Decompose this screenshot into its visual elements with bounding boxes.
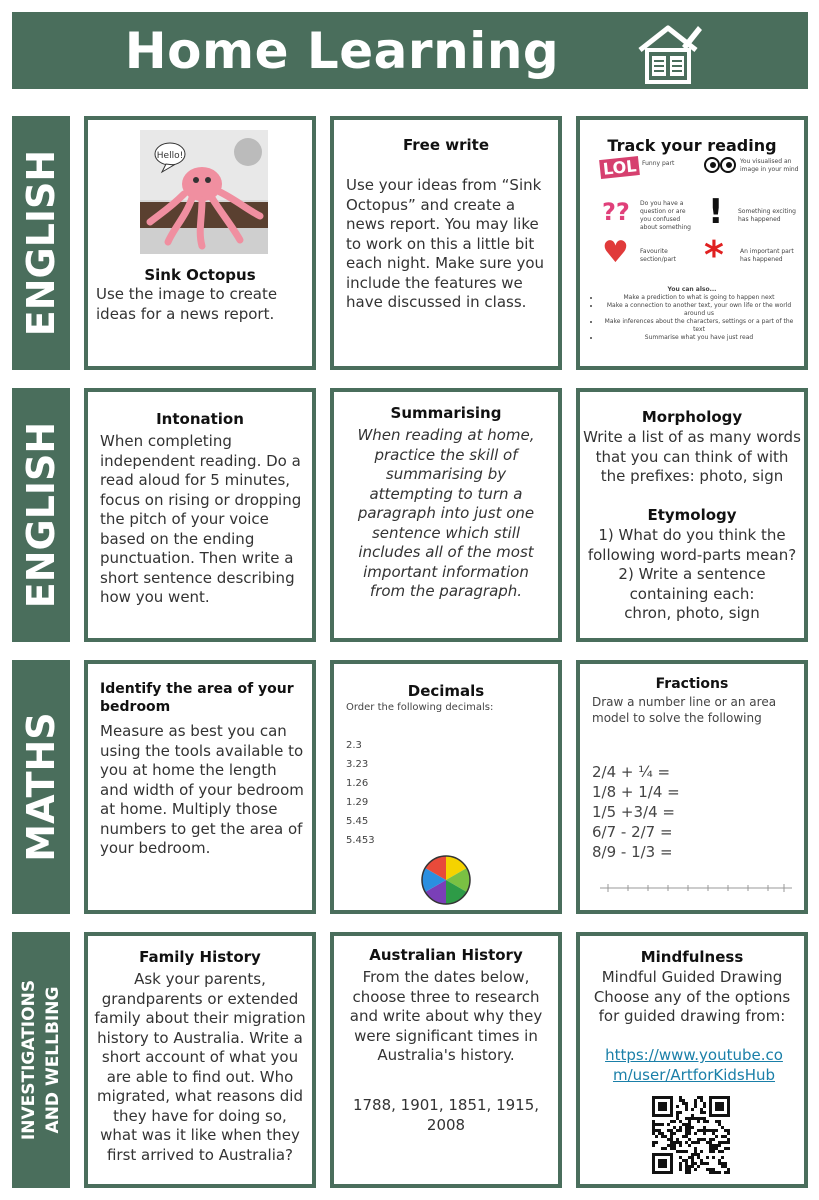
page-header <box>12 12 808 89</box>
card-title: Identify the area of your bedroom <box>100 681 294 715</box>
card-title: Decimals <box>407 682 485 700</box>
card-summarising <box>330 388 562 642</box>
card-title: Summarising <box>390 404 502 422</box>
card-title: Intonation <box>156 410 244 428</box>
page-title: Home Learning <box>124 22 560 80</box>
section-label-investigations: INVESTIGATIONS AND WELLBING <box>12 932 70 1188</box>
heart-icon: ♥ <box>602 235 629 270</box>
card-text: Measure as best you can using the tools available to you at home the length and width of your bedroom at home. Multiply those numbers to get the area of your bedroom. <box>100 722 304 857</box>
card-text: Ask your parents, grandparents or extended family about their migration history to Australia. Write a short account of what you are able to find out. Who migrated, what reasons did they have for doing so, what was it like when they first arrived to Australia? <box>94 970 306 1164</box>
card-text: When reading at home, practice the skill of summarising by attempting to turn a paragraph into just one sentence which still includes all of the most important information from the paragraph. <box>357 426 535 600</box>
card-free-write <box>330 116 562 370</box>
dates-list: 1788, 1901, 1851, 1915, 2008 <box>352 1096 540 1134</box>
eyes-icon <box>704 156 736 174</box>
card-mindfulness <box>576 932 808 1188</box>
card-title: Mindfulness <box>640 948 744 966</box>
reading-strategy-list: • Make a prediction to what is going to happen next • Make a connection to another text, your own life or the world around us • Make inferences about the characters, settings or a part of the text • Summarise what you have just read <box>588 294 798 342</box>
card-text: Mindful Guided Drawing Choose any of the options for guided drawing from: <box>593 968 791 1025</box>
card-text: Order the following decimals: <box>346 702 494 713</box>
card-morphology <box>576 388 808 642</box>
card-text: Use the image to create ideas for a news report. <box>96 285 278 323</box>
section-label-english: ENGLISH <box>12 388 70 642</box>
card-area <box>84 660 316 914</box>
card-fractions <box>576 660 808 914</box>
card-intonation <box>84 388 316 642</box>
card-decimals <box>330 660 562 914</box>
card-subtitle: Etymology <box>647 506 737 524</box>
card-text: When completing independent reading. Do a read aloud for 5 minutes, focus on rising or dropping the pitch of your voice based on the ending punctuation. Then write a short sentence describing how you went. <box>100 432 302 606</box>
card-title: Free write <box>403 136 489 154</box>
card-text: Use your ideas from “Sink Octopus” and create a news report. You may like to work on this a little bit each night. Make sure you include the features we have discussed in class. <box>346 176 545 311</box>
asterisk-icon: * <box>704 233 724 277</box>
card-australian-history <box>330 932 562 1188</box>
card-text: Draw a number line or an area model to solve the following <box>592 695 777 725</box>
svg-text:Hello!: Hello! <box>156 151 184 161</box>
card-track-reading: Track your reading LOL Funny part You visualised an image in your mind ?? Do you have a question or are you confused about something ! Something exciting has happened ♥ Favourite section/part * An important part has happened You can also... • Make a prediction to what is going to happen next • Make a connection to another text, your own life or the world around us • Make inferences about the characters, settings or a part of the text • Summarise what you have just read <box>576 116 808 370</box>
card-text: Write a list of as many words that you can think of with the prefixes: photo, sign <box>583 428 801 485</box>
lol-icon: LOL <box>599 156 640 179</box>
octopus-image <box>140 130 268 254</box>
colour-wheel-icon <box>420 854 472 906</box>
card-text: From the dates below, choose three to research and write about why they were significant times in Australia's history. <box>349 968 543 1064</box>
card-sink-octopus <box>84 116 316 370</box>
card-title: Family History <box>139 948 261 966</box>
house-book-pencil-icon <box>634 22 704 86</box>
exclamation-icon: ! <box>708 192 724 232</box>
card-title: Australian History <box>369 946 523 964</box>
section-label-maths: MATHS <box>12 660 70 914</box>
question-marks-icon: ?? <box>602 198 630 226</box>
qr-code-icon[interactable] <box>652 1096 730 1174</box>
section-label-english: ENGLISH <box>12 116 70 370</box>
card-title: Track your reading <box>607 136 777 155</box>
card-title: Morphology <box>641 408 743 426</box>
card-family-history <box>84 932 316 1188</box>
decimal-list: 2.3 3.23 1.26 1.29 5.45 5.453 <box>346 740 375 846</box>
card-title: Fractions <box>655 676 729 692</box>
art-for-kids-hub-link[interactable]: https://www.youtube.co m/user/ArtforKidsHub <box>605 1046 783 1084</box>
card-text: 1) What do you think the following word-parts mean? 2) Write a sentence containing each: chron, photo, sign <box>587 526 797 622</box>
number-line-icon <box>598 882 794 894</box>
fraction-problems: 2/4 + ¼ = 1/8 + 1/4 = 1/5 +3/4 = 6/7 - 2/7 = 8/9 - 1/3 = <box>592 763 680 861</box>
card-title: Sink Octopus <box>144 266 256 284</box>
